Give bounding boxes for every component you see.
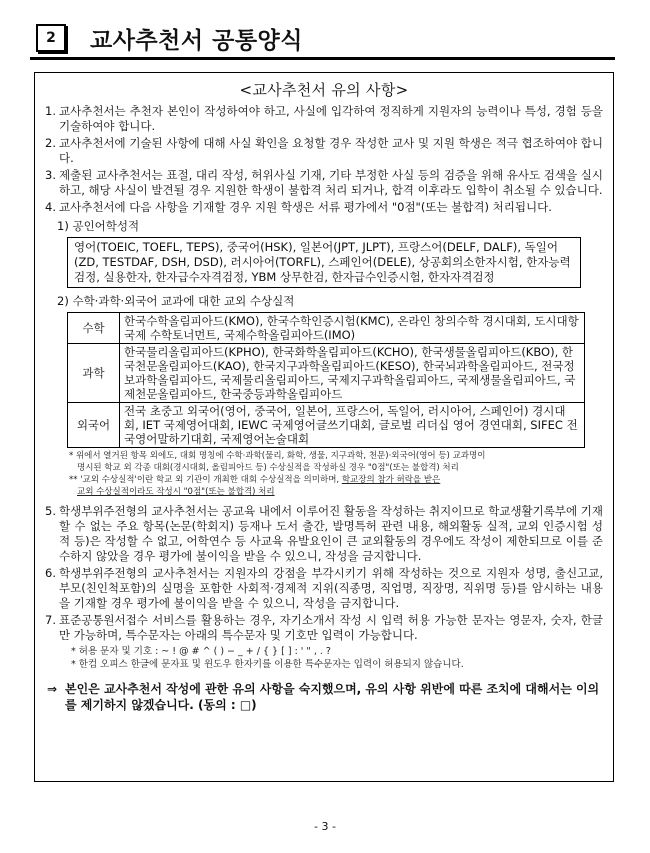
award-list: 한국수학올림피아드(KMO), 한국수학인증시험(KMC), 온라인 창의수학 경시대회, 도시대항 국제 수학토너먼트, 국제수학올림피아드(IMO) <box>120 313 585 344</box>
table-row <box>68 313 585 344</box>
footnote-1b-text: 명시된 학교 외 각종 대회(경시대회, 올림피아드 등) 수상실적을 작성하실 경우 "0점"(또는 불합격) 처리 <box>77 463 459 473</box>
notice-item-3 <box>45 168 603 198</box>
section-number-badge: 2 <box>36 24 66 52</box>
footnote-1a: * 위에서 열거된 항목 외에도, 대회 명칭에 수학·과학(물리, 화학, 생물, 지구과학, 천문)·외국어(영어 등) 교과명이 <box>69 451 486 461</box>
item-text: 교사추천서는 추천자 본인이 작성하여야 하고, 사실에 입각하여 정직하게 지원자의 능력이나 특성, 경험 등을 기술하여야 합니다. <box>59 104 603 133</box>
arrow-icon: ⇒ <box>47 682 58 696</box>
item-text: 교사추천서에 기술된 사항에 대해 사실 확인을 요청할 경우 작성한 교사 및 지원 학생은 적극 협조하여야 합니다. <box>59 136 603 165</box>
item-number: 6. <box>45 566 56 580</box>
allowed-characters: * 허용 문자 및 기호 : ~ ! @ # ^ ( ) − _ + / { } [ ] : ' " , . ? <box>71 646 331 657</box>
footnote-2a-underlined: 학교장의 참가 허락을 받은 <box>341 475 441 485</box>
hanja-input-note: * 한컴 오피스 한글에 문자표 및 윈도우 한자키를 이용한 특수문자는 입력이 허용되지 않습니다. <box>71 659 464 670</box>
language-scores-box: 영어(TOEIC, TOEFL, TEPS), 중국어(HSK), 일본어(JPT, JLPT), 프랑스어(DELF, DALF), 독일어(ZD, TESTDAF, DSH, DSD), 러시아어(TORFL), 스페인어(DELE), 상공회의소한자시험, 한자능력검정, 실용한자, 한자급수자격검정, YBM 상무한검, 한자급수인증시험, 한자자격검정 <box>67 237 581 288</box>
section-header <box>30 18 615 60</box>
footnote-2a-text: ** '교외 수상실적'이란 학교 외 기관이 개최한 대회 수상실적을 의미하며, <box>69 475 342 485</box>
header-rule <box>30 57 615 60</box>
notice-title: <교사추천서 유의 사항> <box>239 81 409 99</box>
item-number: 4. <box>45 200 56 214</box>
item-text: 제출된 교사추천서는 표절, 대리 작성, 허위사실 기재, 기타 부정한 사실 등의 검증을 위해 유사도 검색을 실시하고, 해당 사실이 발견될 경우 지원한 학생이 불합격 처리 되거나, 합격 이후라도 입학이 취소될 수 있습니다. <box>59 168 603 197</box>
award-list: 한국물리올림피아드(KPHO), 한국화학올림피아드(KCHO), 한국생물올림피아드(KBO), 한국천문올림피아드(KAO), 한국지구과학올림피아드(KESO), 한국뇌과학올림피아드, 전국정보과학올림피아드, 국제물리올림피아드, 국제지구과학올림피아드, 국제생물올림피아드, 국제천문올림피아드, 한국중등과학올림피아드 <box>120 344 585 403</box>
footnote-2a <box>69 474 603 486</box>
notice-item-2 <box>45 136 603 166</box>
item-number: 7. <box>45 613 56 627</box>
item-text: 학생부위주전형의 교사추천서는 공교육 내에서 이루어진 활동을 작성하는 취지이므로 학교생활기록부에 기재할 수 없는 주요 항목(논문(학회지) 등재나 도서 출간, 발명특허 관련 내용, 해외활동 실적, 교외 인증시험 성적 등)은 작성할 수 없고, 어학연수 등 사교육 유발요인이 큰 교외활동의 경우에도 작성이 제한되므로 이를 준수하지 않았을 경우 평가에 불이익을 받을 수 있으니, 작성을 금지합니다. <box>59 504 603 563</box>
item-text: 학생부위주전형의 교사추천서는 지원자의 강점을 부각시키기 위해 작성하는 것으로 지원자 성명, 출신고교, 부모(친인척포함)의 실명을 포함한 사회적·경제적 지위(직종명, 직업명, 직장명, 직위명 등)를 암시하는 내용을 기재할 경우 평가에 불이익을 받을 수 있으니, 작성을 금지합니다. <box>59 566 603 610</box>
notice-box <box>34 72 614 782</box>
item-text: 표준공통원서접수 서비스를 활용하는 경우, 자기소개서 작성 시 입력 허용 가능한 문자는 영문자, 숫자, 한글만 가능하며, 특수문자는 아래의 특수문자 및 기호만 입력이 가능합니다. <box>59 613 603 642</box>
notice-item-4 <box>45 200 603 215</box>
footnote-1b <box>69 462 603 474</box>
item-number: 5. <box>45 504 56 518</box>
awards-table <box>67 312 585 448</box>
footnote-2b-text: 교외 수상실적이라도 작성시 "0점"(또는 불합격) 처리 <box>77 487 275 497</box>
language-scores-heading: 1) 공인어학성적 <box>57 219 140 233</box>
awards-heading: 2) 수학·과학·외국어 교과에 대한 교외 수상실적 <box>57 294 295 308</box>
table-row <box>68 344 585 403</box>
consent-statement <box>47 681 603 713</box>
item-number: 3. <box>45 168 56 182</box>
item-number: 2. <box>45 136 56 150</box>
award-category: 외국어 <box>68 403 120 448</box>
section-title: 교사추천서 공통양식 <box>90 28 303 54</box>
consent-text: 본인은 교사추천서 작성에 관한 유의 사항을 숙지했으며, 유의 사항 위반에 따른 조치에 대해서는 이의를 제기하지 않겠습니다. (동의 : □) <box>65 682 600 712</box>
notice-item-6 <box>45 566 603 611</box>
item-text: 교사추천서에 다음 사항을 기재할 경우 지원 학생은 서류 평가에서 "0점"(또는 불합격) 처리됩니다. <box>59 200 552 214</box>
page-number: - 3 - <box>314 820 336 833</box>
award-list: 전국 초중고 외국어(영어, 중국어, 일본어, 프랑스어, 독일어, 러시아어, 스페인어) 경시대회, IET 국제영어대회, IEWC 국제영어글쓰기대회, 글로벌 리더십 영어 경연대회, SIFEC 전국영어말하기대회, 국제영어논술대회 <box>120 403 585 448</box>
award-category: 수학 <box>68 313 120 344</box>
item-number: 1. <box>45 104 56 118</box>
notice-item-5 <box>45 504 603 564</box>
notice-item-7 <box>45 613 603 643</box>
footnote-2b <box>69 486 603 498</box>
award-category: 과학 <box>68 344 120 403</box>
notice-item-1 <box>45 104 603 134</box>
table-row <box>68 403 585 448</box>
